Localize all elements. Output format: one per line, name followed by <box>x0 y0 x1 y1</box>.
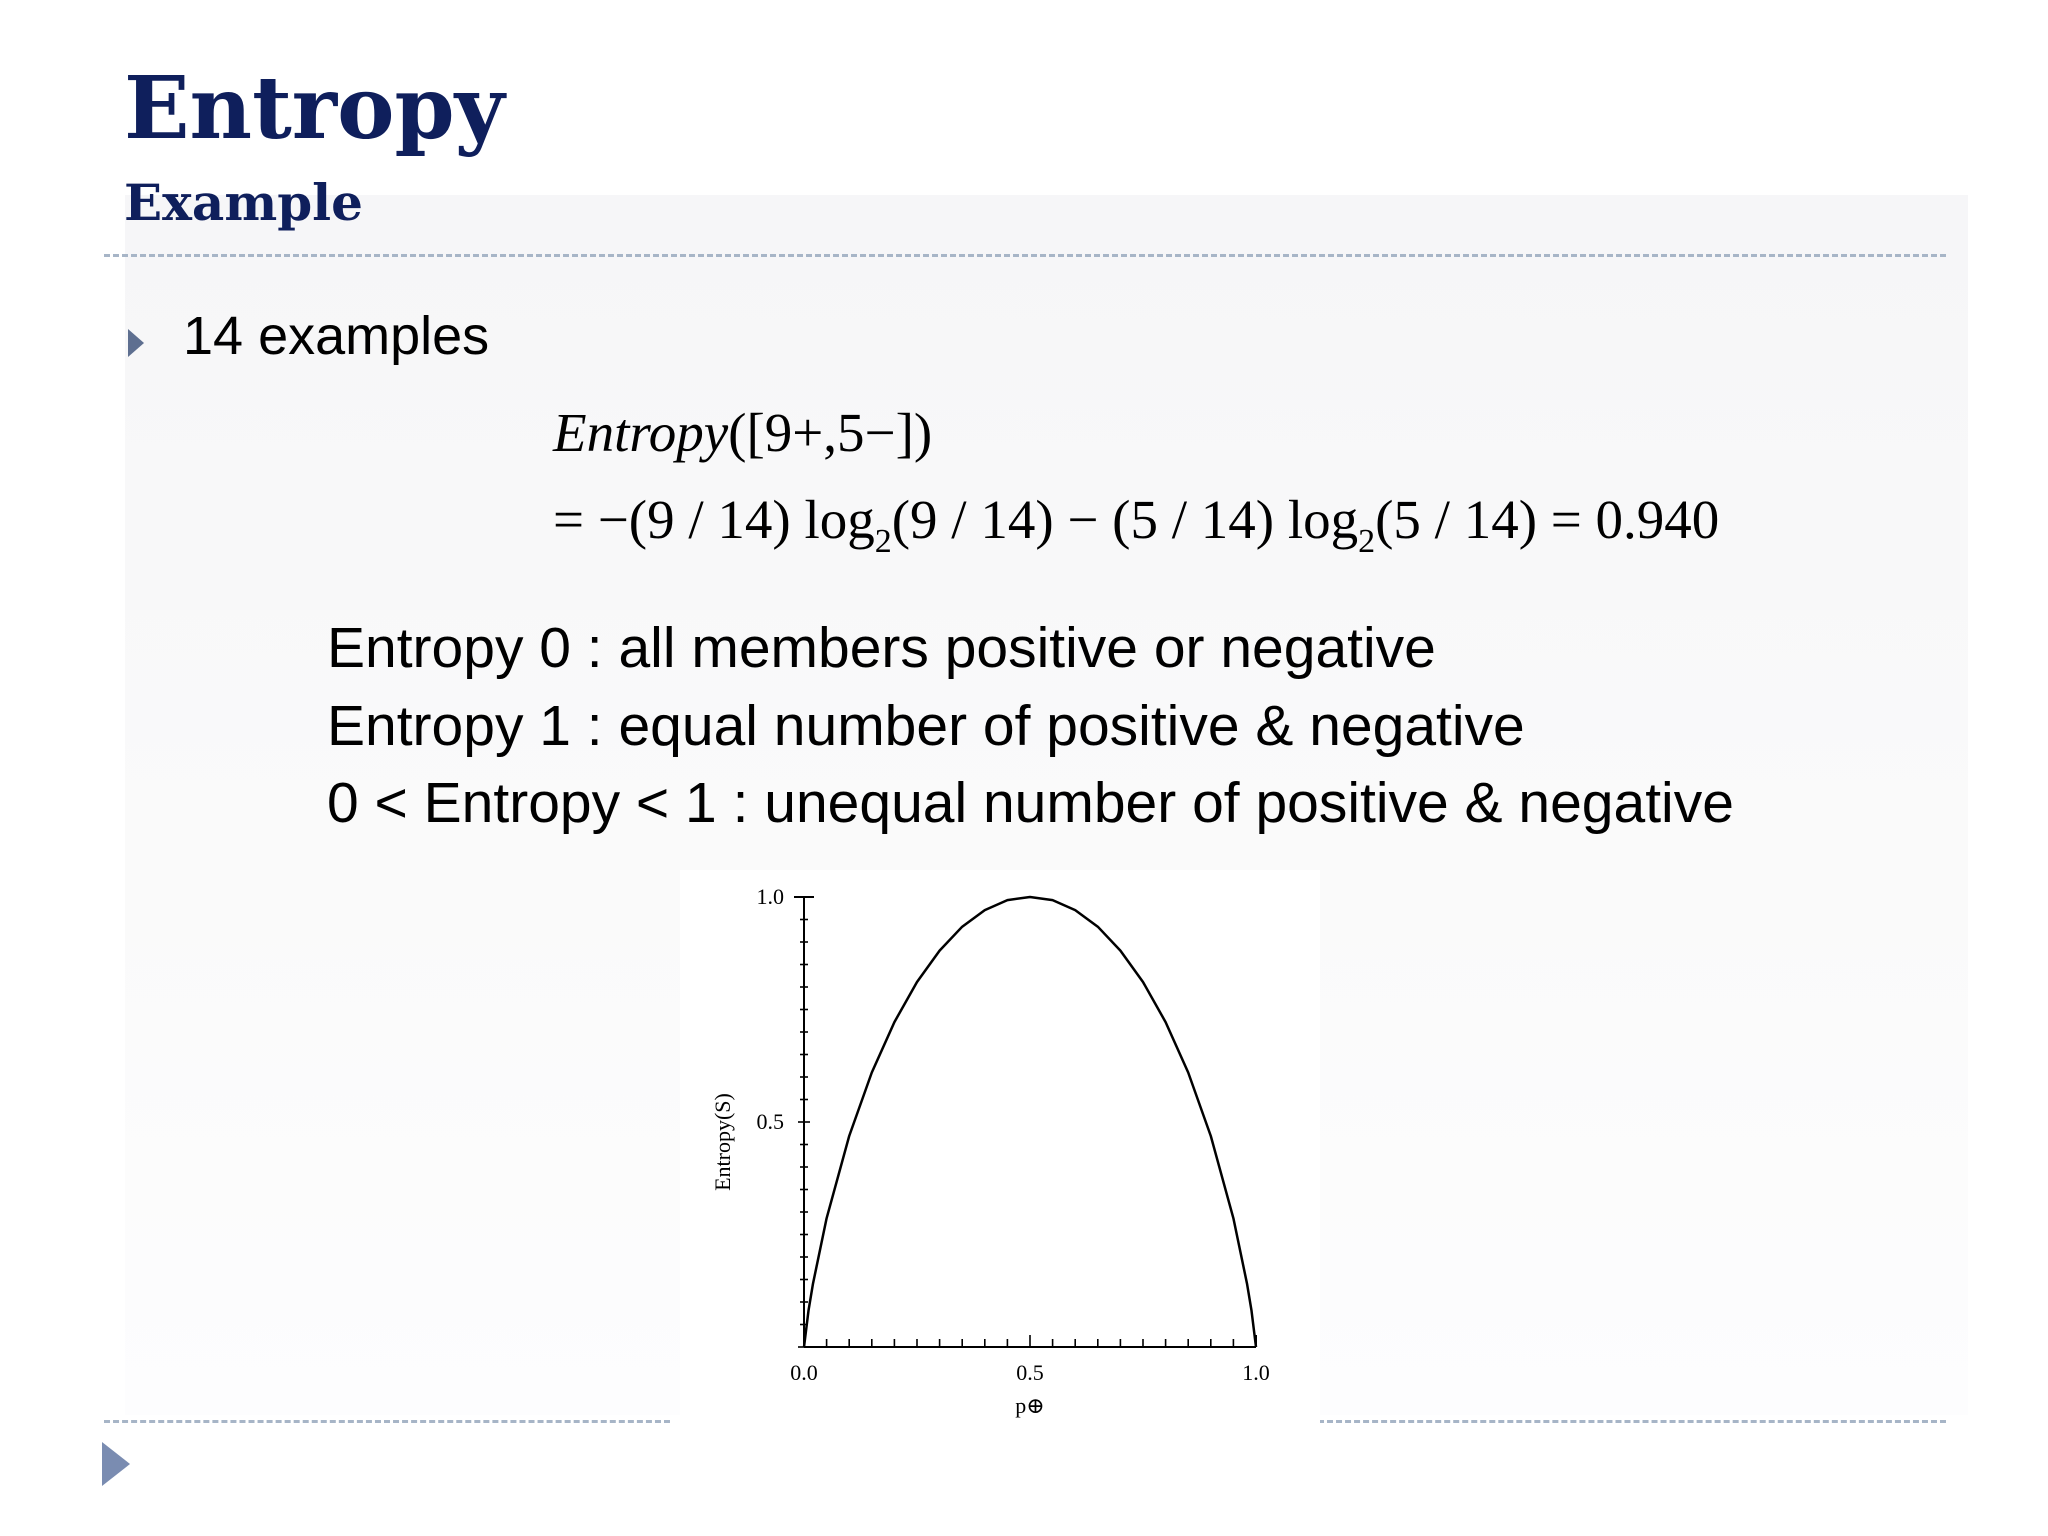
formula-part-b: (9 / 14) − (5 / 14) log <box>891 489 1359 550</box>
entropy-chart-svg <box>680 870 1320 1450</box>
definition-entropy-0: Entropy 0 : all members positive or negative <box>327 616 1436 680</box>
formula-part-a: = −(9 / 14) log <box>553 489 875 550</box>
definition-entropy-between: 0 < Entropy < 1 : unequal number of positive & negative <box>327 771 1734 835</box>
formula-entropy-term: Entropy <box>553 402 729 463</box>
formula-part-c: (5 / 14) = 0.940 <box>1375 489 1720 550</box>
slide-subtitle: Example <box>124 173 363 232</box>
bullet-arrow-icon <box>128 329 144 357</box>
bullet-text: 14 examples <box>183 306 490 366</box>
x-axis-label: p⊕ <box>1015 1393 1045 1418</box>
entropy-curve <box>804 897 1256 1347</box>
formula-log-base-1: 2 <box>874 523 892 560</box>
x-tick-label: 1.0 <box>1242 1360 1270 1385</box>
y-axis-label: Entropy(S) <box>710 1093 735 1191</box>
formula-line-2 <box>553 489 1720 560</box>
y-tick-label: 0.5 <box>756 1109 784 1134</box>
x-tick-label: 0.5 <box>1016 1360 1044 1385</box>
footer-divider-left <box>104 1420 670 1423</box>
title-divider <box>104 254 1946 257</box>
definition-entropy-1: Entropy 1 : equal number of positive & negative <box>327 694 1525 758</box>
entropy-chart <box>680 870 1320 1450</box>
next-slide-arrow-icon <box>102 1442 130 1486</box>
x-tick-label: 0.0 <box>790 1360 818 1385</box>
formula-line-1 <box>553 402 933 463</box>
formula-entropy-args: ([9+,5−]) <box>728 402 933 463</box>
slide-title: Entropy <box>124 58 505 159</box>
footer-divider-right <box>1318 1420 1946 1423</box>
formula-log-base-2: 2 <box>1358 523 1376 560</box>
y-tick-label: 1.0 <box>756 884 784 909</box>
